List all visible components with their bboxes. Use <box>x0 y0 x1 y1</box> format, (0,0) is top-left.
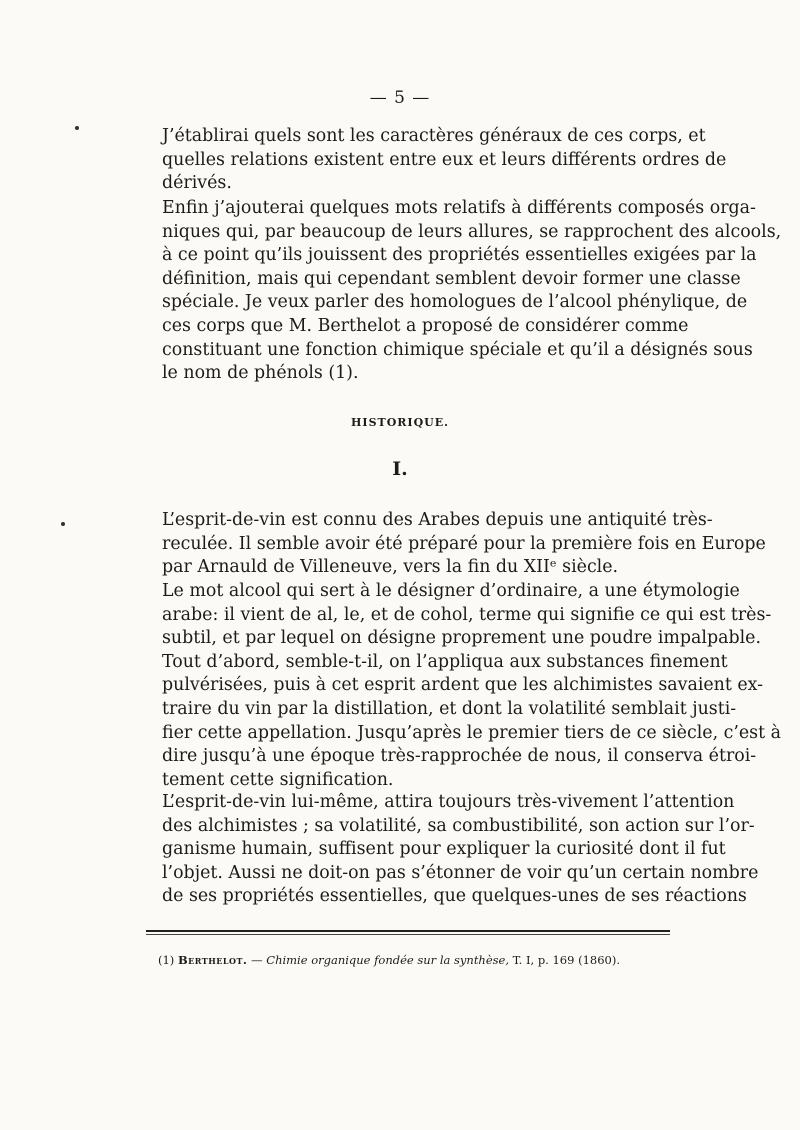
footnote-dash: — <box>251 953 263 967</box>
footnote-title: Chimie organique fondée sur la synthèse, <box>266 953 510 967</box>
text-line: Tout d’abord, semble-t-il, on l’appliqua aux substances finement <box>162 651 728 672</box>
text-line: spéciale. Je veux parler des homologues de l’alcool phénylique, de <box>162 292 748 313</box>
footnote-marker: (1) <box>158 953 175 967</box>
text-line: arabe: il vient de al, le, et de cohol, terme qui signifie ce qui est très- <box>162 604 772 625</box>
section-number: I. <box>392 458 408 480</box>
footnote-rule-thin <box>146 934 670 935</box>
paragraph-etymology <box>162 580 781 792</box>
footnote-ref: T. I, p. 169 (1860). <box>512 953 620 967</box>
text-line: Enfin j’ajouterai quelques mots relatifs à différents composés orga- <box>162 198 756 218</box>
paragraph-arabs <box>162 509 766 580</box>
text-line: niques qui, par beaucoup de leurs allures, se rapprochent des alcools, <box>162 221 782 242</box>
text-line: dire jusqu’à une époque très-rapprochée de nous, il conserva étroi- <box>162 746 757 767</box>
paragraph-phenols <box>162 197 782 386</box>
text-line: L’esprit-de-vin lui-même, attira toujours très-vivement l’attention <box>162 792 735 812</box>
text-line: constituant une fonction chimique spéciale et qu’il a désignés sous <box>162 339 753 360</box>
footnote-author: Berthelot. <box>177 953 248 967</box>
text-line: de ses propriétés essentielles, que quelques-unes de ses réactions <box>162 886 747 907</box>
text-line: ganisme humain, suffisent pour expliquer la curiosité dont il fut <box>162 839 726 860</box>
paragraph-alchemists <box>162 791 759 909</box>
paragraph-intro <box>162 125 727 196</box>
text-line: J’établirai quels sont les caractères généraux de ces corps, et <box>162 126 706 146</box>
text-line: des alchimistes ; sa volatilité, sa combustibilité, son action sur l’or- <box>162 815 755 836</box>
text-line: l’objet. Aussi ne doit-on pas s’étonner de voir qu’un certain nombre <box>162 862 759 883</box>
text-line: dérivés. <box>162 173 232 194</box>
text-line: reculée. Il semble avoir été préparé pour la première fois en Europe <box>162 533 766 554</box>
text-line: tement cette signification. <box>162 769 394 790</box>
text-line: Le mot alcool qui sert à le désigner d’ordinaire, a une étymologie <box>162 581 740 601</box>
text-line: subtil, et par lequel on désigne proprement une poudre impalpable. <box>162 628 761 649</box>
text-line: à ce point qu’ils jouissent des propriétés essentielles exigées par la <box>162 245 757 266</box>
footnote <box>158 953 678 967</box>
text-line: quelles relations existent entre eux et leurs différents ordres de <box>162 149 727 170</box>
text-line: définition, mais qui cependant semblent devoir former une classe <box>162 268 741 289</box>
page-number: — 5 — <box>369 88 431 108</box>
footnote-rule <box>146 930 670 932</box>
text-line: traire du vin par la distillation, et dont la volatilité semblait justi- <box>162 698 737 719</box>
text-line: pulvérisées, puis à cet esprit ardent que les alchimistes savaient ex- <box>162 675 764 696</box>
section-heading: HISTORIQUE. <box>351 416 449 429</box>
text-line: par Arnauld de Villeneuve, vers la fin du XIIᵉ siècle. <box>162 557 619 578</box>
margin-speck <box>75 126 79 130</box>
margin-speck <box>61 522 65 526</box>
text-line: le nom de phénols (1). <box>162 363 359 384</box>
text-line: fier cette appellation. Jusqu’après le premier tiers de ce siècle, c’est à <box>162 722 781 743</box>
text-line: L’esprit-de-vin est connu des Arabes depuis une antiquité très- <box>162 510 713 530</box>
text-line: ces corps que M. Berthelot a proposé de considérer comme <box>162 315 689 336</box>
